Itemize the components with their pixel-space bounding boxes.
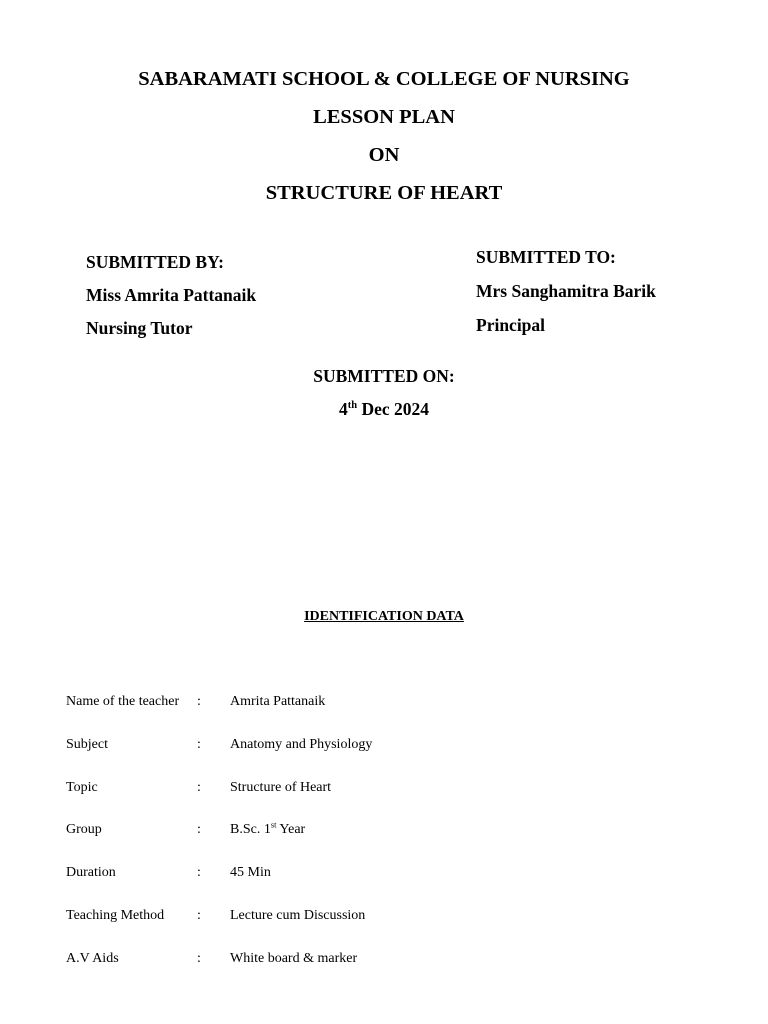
id-row-separator: : — [197, 908, 201, 923]
institution-title: SABARAMATI SCHOOL & COLLEGE OF NURSING — [138, 68, 630, 90]
id-row-label-group: Group — [66, 822, 102, 837]
group-value-course: B.Sc. 1 — [230, 822, 271, 837]
submitted-to-name: Mrs Sanghamitra Barik — [476, 281, 656, 301]
date-month-year: Dec 2024 — [357, 399, 430, 419]
lesson-topic-title: STRUCTURE OF HEART — [265, 182, 503, 204]
title-connector: ON — [368, 144, 400, 166]
id-row-value-teaching-method: Lecture cum Discussion — [230, 908, 366, 923]
id-row-separator: : — [197, 822, 201, 837]
group-value-year: Year — [276, 822, 306, 837]
id-row-value-duration: 45 Min — [230, 865, 271, 880]
id-row-value-teacher: Amrita Pattanaik — [230, 694, 326, 709]
group-value-suffix: st — [270, 820, 277, 830]
submitted-by-name: Miss Amrita Pattanaik — [86, 285, 257, 305]
id-row-value-av-aids: White board & marker — [230, 951, 358, 966]
submitted-by-heading: SUBMITTED BY: — [86, 252, 224, 272]
id-row-label-subject: Subject — [66, 737, 108, 752]
id-row-separator: : — [197, 737, 201, 752]
id-row-separator: : — [197, 694, 201, 709]
document-type: LESSON PLAN — [313, 106, 455, 128]
id-row-separator: : — [197, 865, 201, 880]
id-row-label-teacher: Name of the teacher — [66, 694, 180, 709]
submitted-on-date — [0, 398, 768, 420]
submitted-by-designation: Nursing Tutor — [86, 318, 193, 338]
id-row-value-subject: Anatomy and Physiology — [230, 737, 373, 752]
id-row-separator: : — [197, 780, 201, 795]
id-row-label-teaching-method: Teaching Method — [66, 908, 165, 923]
date-day-suffix: th — [347, 400, 358, 412]
submitted-to-designation: Principal — [476, 315, 546, 335]
id-row-label-topic: Topic — [66, 780, 98, 795]
submitted-on-heading: SUBMITTED ON: — [313, 366, 455, 386]
identification-heading: IDENTIFICATION DATA — [304, 609, 464, 624]
date-day: 4 — [338, 399, 348, 419]
id-row-separator: : — [197, 951, 201, 966]
id-row-label-av-aids: A.V Aids — [66, 951, 119, 966]
id-row-label-duration: Duration — [66, 865, 116, 880]
id-row-value-group — [230, 821, 305, 839]
submitted-to-heading: SUBMITTED TO: — [476, 247, 616, 267]
id-row-value-topic: Structure of Heart — [230, 780, 332, 795]
